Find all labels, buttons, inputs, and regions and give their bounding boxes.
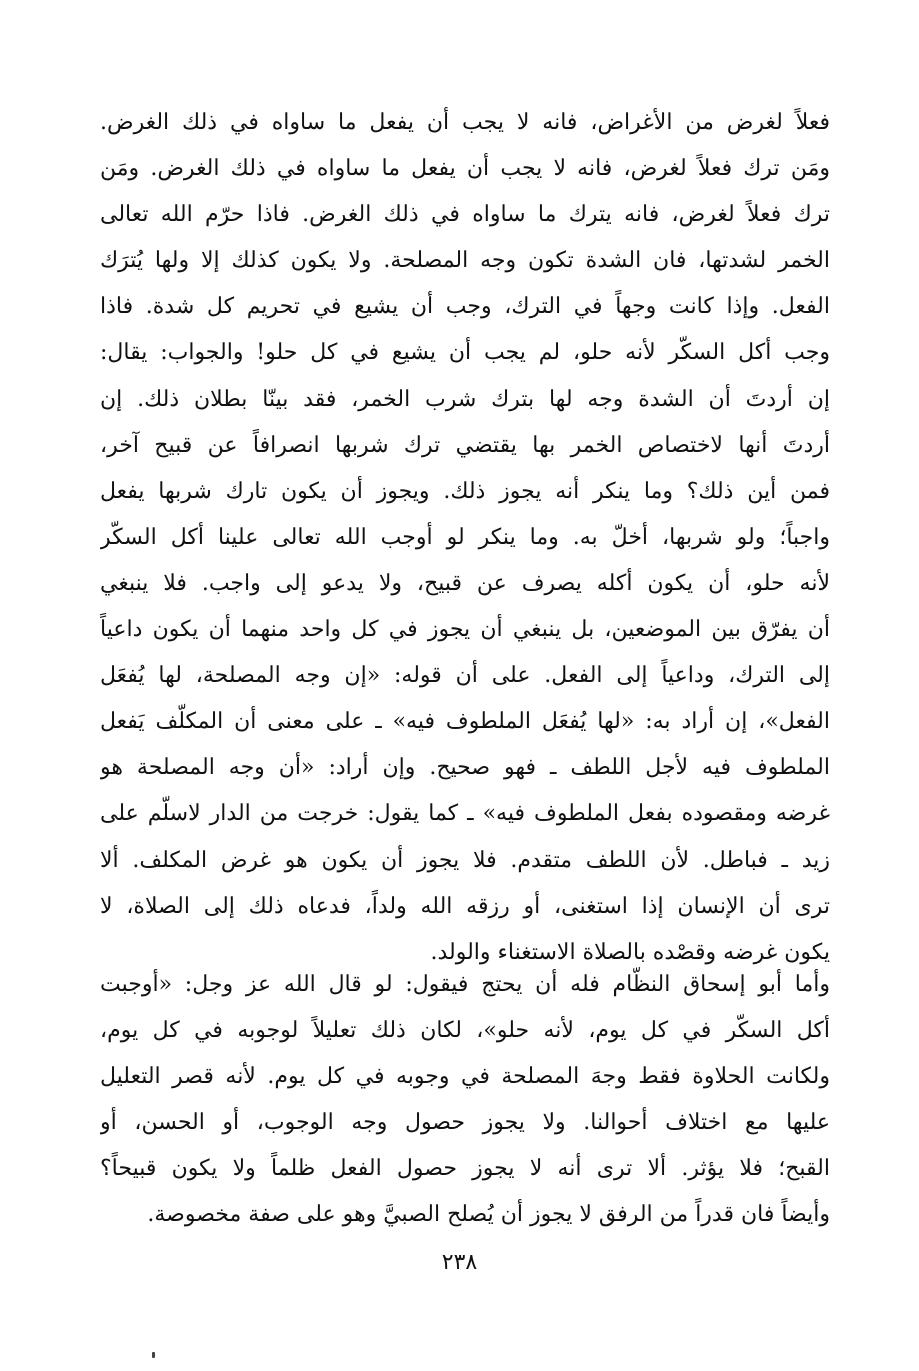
text-line: أردتَ أنها لاختصاص الخمر بها يقتضي ترك شربها انصرافاً عن قبيح آخر، <box>100 432 830 458</box>
text-line: أكل السكّر في كل يوم، لأنه حلو»، لكان ذلك تعليلاً لوجوبه في كل يوم، <box>100 1018 830 1044</box>
text-line: غرضه ومقصوده بفعل الملطوف فيه» ـ كما يقول: خرجت من الدار لاسلّم على <box>100 801 830 827</box>
text-line: الفعل»، إن أراد به: «لها يُفعَل الملطوف فيه» ـ على معنى أن المكلّف يَفعل <box>100 709 830 735</box>
scan-artifact <box>152 1352 155 1358</box>
paragraph-1 <box>100 100 830 976</box>
text-line: زيد ـ فباطل. لأن اللطف متقدم. فلا يجوز أن يكون هو غرض المكلف. ألا <box>100 847 830 873</box>
text-line: الخمر لشدتها، فان الشدة تكون وجه المصلحة. ولا يكون كذلك إلا ولها يُترَك <box>100 248 830 274</box>
text-line: وأيضاً فان قدراً من الرفق لا يجوز أن يُصلح الصبيَّ وهو على صفة مخصوصة. <box>147 1202 830 1228</box>
text-line: الملطوف فيه لأجل اللطف ـ فهو صحيح. وإن أراد: «أن وجه المصلحة هو <box>100 755 830 781</box>
text-line: أن يفرّق بين الموضعين، بل ينبغي أن يجوز في كل واحد منهما أن يكون داعياً <box>100 617 830 643</box>
text-line: القبح؛ فلا يؤثر. ألا ترى أنه لا يجوز حصول الفعل ظلماً ولا يكون قبيحاً؟ <box>100 1156 830 1182</box>
text-line: واجباً؛ ولو شربها، أخلّ به. وما ينكر لو أوجب الله تعالى علينا أكل السكّر <box>100 524 830 550</box>
text-line: إن أردتَ أن الشدة وجه لها بترك شرب الخمر، فقد بينّا بطلان ذلك. إن <box>100 386 830 412</box>
paragraph-2 <box>100 962 830 1239</box>
text-line: ترى أن الإنسان إذا استغنى، أو رزقه الله ولداً، فدعاه ذلك إلى الصلاة، لا <box>100 893 830 919</box>
text-line: ومَن ترك فعلاً لغرض، فانه لا يجب أن يفعل ما ساواه في ذلك الغرض. ومَن <box>100 156 830 182</box>
text-line: عليها مع اختلاف أحوالنا. ولا يجوز حصول وجه الوجوب، أو الحسن، أو <box>100 1110 830 1136</box>
text-line: ولكانت الحلاوة فقط وجهَ المصلحة في وجوبه في كل يوم. لأنه قصر التعليل <box>100 1064 830 1090</box>
text-line: الفعل. وإذا كانت وجهاً في الترك، وجب أن يشيع في تحريم كل شدة. فاذا <box>100 294 830 320</box>
text-line: فعلاً لغرض من الأغراض، فانه لا يجب أن يفعل ما ساواه في ذلك الغرض. <box>100 110 830 135</box>
text-line: إلى الترك، وداعياً إلى الفعل. على أن قوله: «إن وجه المصلحة، لها يُفعَل <box>100 663 830 689</box>
text-line: وأما أبو إسحاق النظّام فله أن يحتج فيقول: لو قال الله عز وجل: «أوجبت <box>100 972 830 997</box>
page-number: ٢٣٨ <box>441 1250 478 1275</box>
text-line: وجب أكل السكّر لأنه حلو، لم يجب أن يشيع في كل حلو! والجواب: يقال: <box>100 340 830 366</box>
text-line: ترك فعلاً لغرض، فانه يترك ما ساواه في ذلك الغرض. فاذا حرّم الله تعالى <box>100 202 830 228</box>
text-line: يكون غرضه وقصْده بالصلاة الاستغناء والولد. <box>430 939 830 965</box>
text-line: فمن أين ذلك؟ وما ينكر أنه يجوز ذلك. ويجوز أن يكون تارك شربها يفعل <box>100 478 830 504</box>
text-line: لأنه حلو، أن يكون أكله يصرف عن قبيح، ولا يدعو إلى واجب. فلا ينبغي <box>100 570 830 596</box>
